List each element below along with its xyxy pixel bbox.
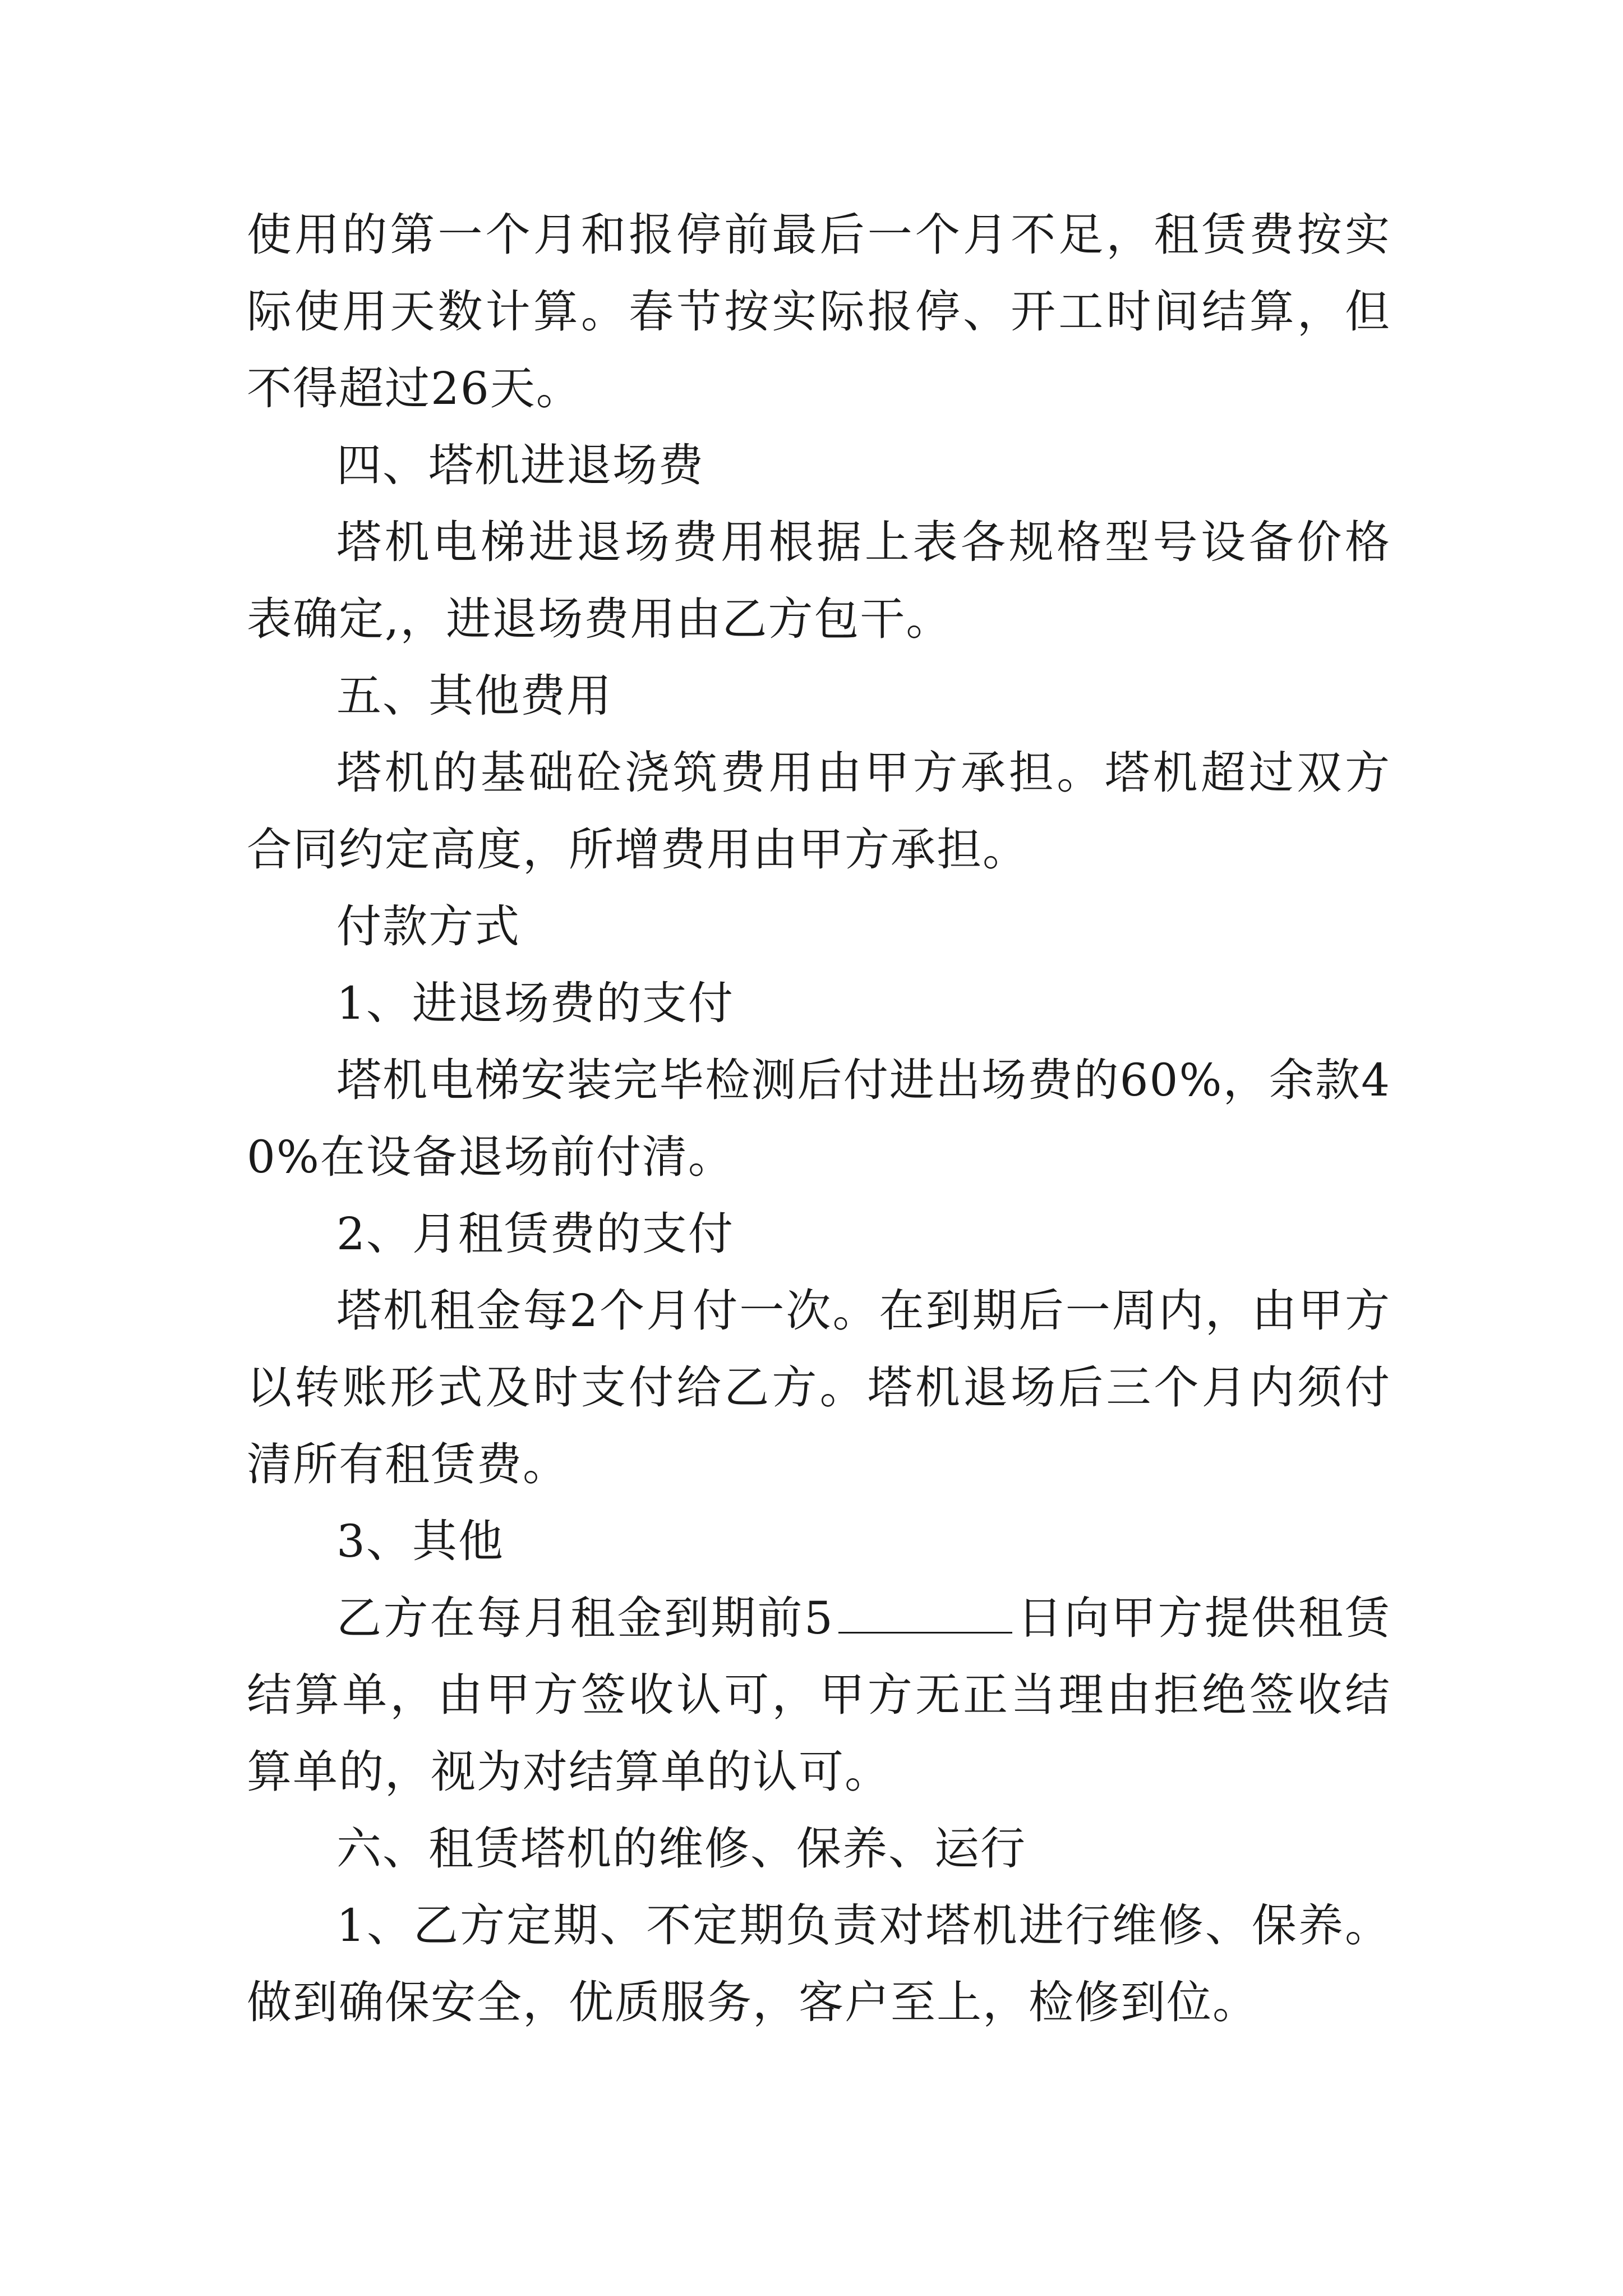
settlement-text-after: 日向甲方提供租赁结算单，由甲方签收认可，甲方无正当理由拒绝签收结算单的，视为对结算单的认可。 [247,1592,1391,1798]
heading-entry-exit-payment: 1、进退场费的支付 [336,977,734,1029]
document-body [247,196,1391,2041]
paragraph-other-fees: 塔机的基础砼浇筑费用由甲方承担。塔机超过双方合同约定高度，所增费用由甲方承担。 [247,747,1391,876]
heading-maintenance: 六、租赁塔机的维修、保养、运行 [336,1823,1026,1875]
paragraph-entry-exit-fee: 塔机电梯进退场费用根据上表各规格型号设备价格表确定,，进退场费用由乙方包干。 [247,516,1391,645]
heading-other: 3、其他 [336,1515,504,1567]
heading-other-fees: 五、其他费用 [336,670,612,722]
heading-payment-method: 付款方式 [336,900,520,953]
paragraph-rent-calculation: 使用的第一个月和报停前最后一个月不足，租赁费按实际使用天数计算。春节按实际报停、开工时间结算，但不得超过26天。 [247,209,1391,415]
paragraph-maintenance: 1、乙方定期、不定期负责对塔机进行维修、保养。做到确保安全，优质服务，客户至上，检修到位。 [247,1899,1391,2028]
paragraph-monthly-rent-payment: 塔机租金每2个月付一次。在到期后一周内，由甲方以转账形式及时支付给乙方。塔机退场后三个月内须付清所有租赁费。 [247,1285,1391,1490]
settlement-text-before: 乙方在每月租金到期前5 [336,1592,834,1644]
fill-in-blank [838,1589,1012,1634]
paragraph-entry-exit-payment: 塔机电梯安装完毕检测后付进出场费的60%，余款40%在设备退场前付清。 [247,1054,1391,1183]
heading-tower-entry-exit-fee: 四、塔机进退场费 [336,439,704,491]
heading-monthly-rent-payment: 2、月租赁费的支付 [336,1208,734,1260]
paragraph-settlement-statement [247,1580,1391,1810]
